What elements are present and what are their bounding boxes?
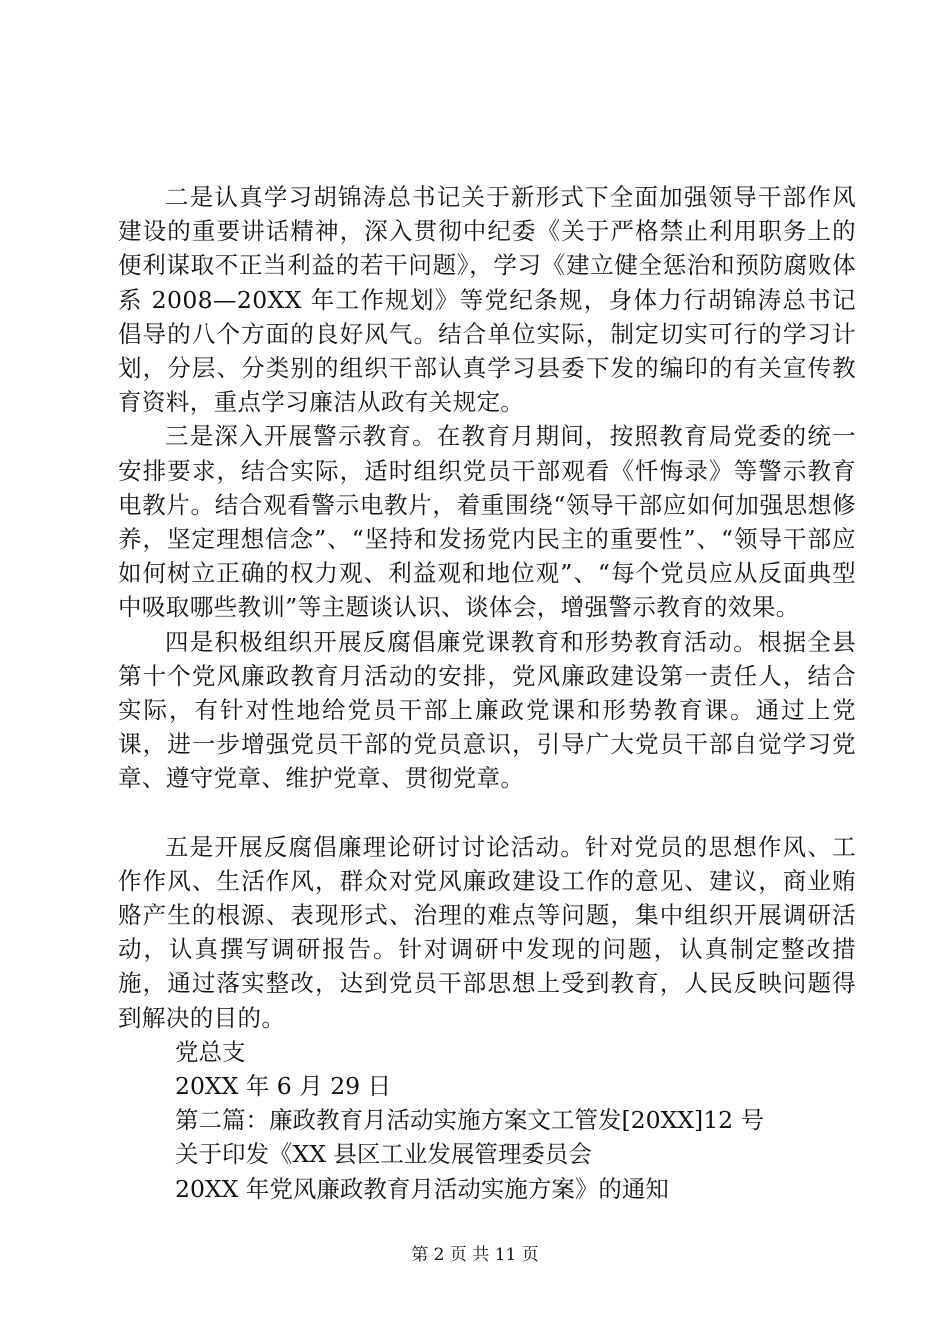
- paragraph-study: 二是认真学习胡锦涛总书记关于新形式下全面加强领导干部作风建设的重要讲话精神，深入贯彻中纪委《关于严格禁止利用职务上的便利谋取不正当利益的若干问题》，学习《建立健全惩治和预防腐败体系 2008—20XX 年工作规划》等党纪条规，身体力行胡锦涛总书记倡导的八个方面的良好风气。结合单位实际，制定切实可行的学习计划，分层、分类别的组织干部认真学习县委下发的编印的有关宣传教育资料，重点学习廉洁从政有关规定。: [118, 183, 856, 417]
- signature: 党总支: [175, 1037, 246, 1066]
- notice-title-line-2: 20XX 年党风廉政教育月活动实施方案》的通知: [175, 1174, 669, 1203]
- notice-title-line-1: 关于印发《XX 县区工业发展管理委员会: [175, 1140, 592, 1169]
- document-body: [118, 180, 856, 1206]
- paragraph-theory-research: 五是开展反腐倡廉理论研讨讨论活动。针对党员的思想作风、工作作风、生活作风，群众对党风廉政建设工作的意见、建议，商业贿赂产生的根源、表现形式、治理的难点等问题，集中组织开展调研活动，认真撰写调研报告。针对调研中发现的问题，认真制定整改措施，通过落实整改，达到党员干部思想上受到教育，人民反映问题得到解决的目的。: [118, 832, 856, 1032]
- section-heading: 第二篇：廉政教育月活动实施方案文工管发[20XX]12 号: [175, 1106, 765, 1135]
- date: 20XX 年 6 月 29 日: [175, 1072, 392, 1101]
- paragraph-spacer: [118, 796, 856, 830]
- page-number: 第 2 页 共 11 页: [411, 1245, 539, 1265]
- paragraph-warning-education: 三是深入开展警示教育。在教育月期间，按照教育局党委的统一安排要求，结合实际，适时组织党员干部观看《忏悔录》等警示教育电教片。结合观看警示电教片，着重围绕“领导干部应如何加强思想修养，坚定理想信念”、“坚持和发扬党内民主的重要性”、“领导干部应如何树立正确的权力观、利益观和地位观”、“每个党员应从反面典型中吸取哪些教训”等主题谈认识、谈体会，增强警示教育的效果。: [118, 422, 856, 622]
- paragraph-party-lecture: 四是积极组织开展反腐倡廉党课教育和形势教育活动。根据全县第十个党风廉政教育月活动的安排，党风廉政建设第一责任人，结合实际，有针对性地给党员干部上廉政党课和形势教育课。通过上党课，进一步增强党员干部的党员意识，引导广大党员干部自觉学习党章、遵守党章、维护党章、贯彻党章。: [118, 627, 856, 793]
